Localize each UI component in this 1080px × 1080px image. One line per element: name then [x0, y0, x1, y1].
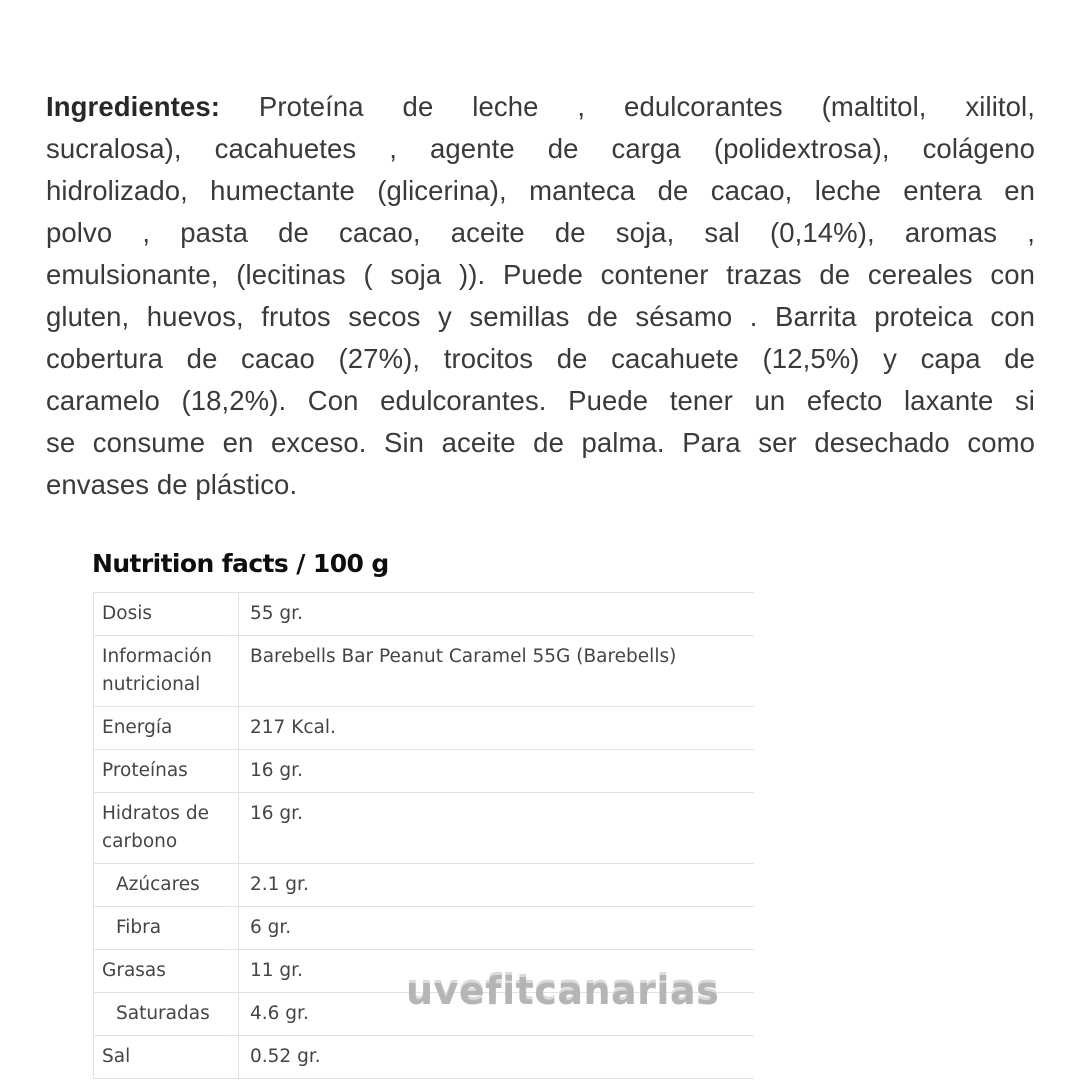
row-label: Hidratos de carbono: [93, 793, 239, 863]
watermark-text: uvefitcanarias: [406, 969, 720, 1013]
table-row: [93, 1036, 754, 1079]
row-value: 11 gr.: [250, 960, 303, 981]
ingredients-line: hidrolizado, humectante (glicerina), manteca de cacao, leche entera en: [46, 175, 1035, 206]
ingredients-line: gluten, huevos, frutos secos y semillas de sésamo . Barrita proteica con: [46, 301, 1035, 332]
table-row: [93, 950, 754, 993]
ingredients-line-text: Proteína de leche , edulcorantes (maltitol, xilitol,: [258, 91, 1035, 122]
ingredients-line: [46, 86, 1035, 128]
row-label: Grasas: [93, 950, 239, 992]
table-row: [93, 707, 754, 750]
ingredients-line: cobertura de cacao (27%), trocitos de cacahuete (12,5%) y capa de: [46, 343, 1035, 374]
row-value: 16 gr.: [250, 803, 303, 824]
row-label: Azúcares: [93, 864, 239, 906]
nutrition-facts-title: Nutrition facts / 100 g: [92, 549, 389, 578]
ingredients-line: emulsionante, (lecitinas ( soja )). Puede contener trazas de cereales con: [46, 259, 1035, 290]
table-row: [93, 593, 754, 636]
row-label: Información nutricional: [93, 636, 239, 706]
row-value: 2.1 gr.: [250, 874, 309, 895]
row-value: 55 gr.: [250, 603, 303, 624]
ingredients-paragraph: [46, 86, 1035, 506]
ingredients-line: se consume en exceso. Sin aceite de palma. Para ser desechado como: [46, 427, 1035, 458]
row-label: Energía: [93, 707, 239, 749]
table-row: [93, 864, 754, 907]
table-row: [93, 750, 754, 793]
ingredients-line: caramelo (18,2%). Con edulcorantes. Puede tener un efecto laxante si: [46, 385, 1035, 416]
table-row: [93, 907, 754, 950]
ingredients-heading: Ingredientes:: [46, 91, 220, 122]
row-label: Proteínas: [93, 750, 239, 792]
row-value: 6 gr.: [250, 917, 292, 938]
row-label: Fibra: [93, 907, 239, 949]
row-label: Saturadas: [93, 993, 239, 1035]
row-value: 16 gr.: [250, 760, 303, 781]
row-value: 217 Kcal.: [250, 717, 336, 738]
table-row: [93, 636, 754, 707]
ingredients-line: polvo , pasta de cacao, aceite de soja, sal (0,14%), aromas ,: [46, 217, 1035, 248]
row-value: 4.6 gr.: [250, 1003, 309, 1024]
row-value: Barebells Bar Peanut Caramel 55G (Barebells): [250, 646, 677, 667]
row-label: Sal: [93, 1036, 239, 1078]
table-row: [93, 793, 754, 864]
row-label: Dosis: [93, 593, 239, 635]
row-value: 0.52 gr.: [250, 1046, 321, 1067]
ingredients-line: envases de plástico.: [46, 469, 298, 500]
nutrition-facts-table: [93, 592, 754, 1079]
table-row: [93, 993, 754, 1036]
ingredients-line: sucralosa), cacahuetes , agente de carga (polidextrosa), colágeno: [46, 133, 1035, 164]
